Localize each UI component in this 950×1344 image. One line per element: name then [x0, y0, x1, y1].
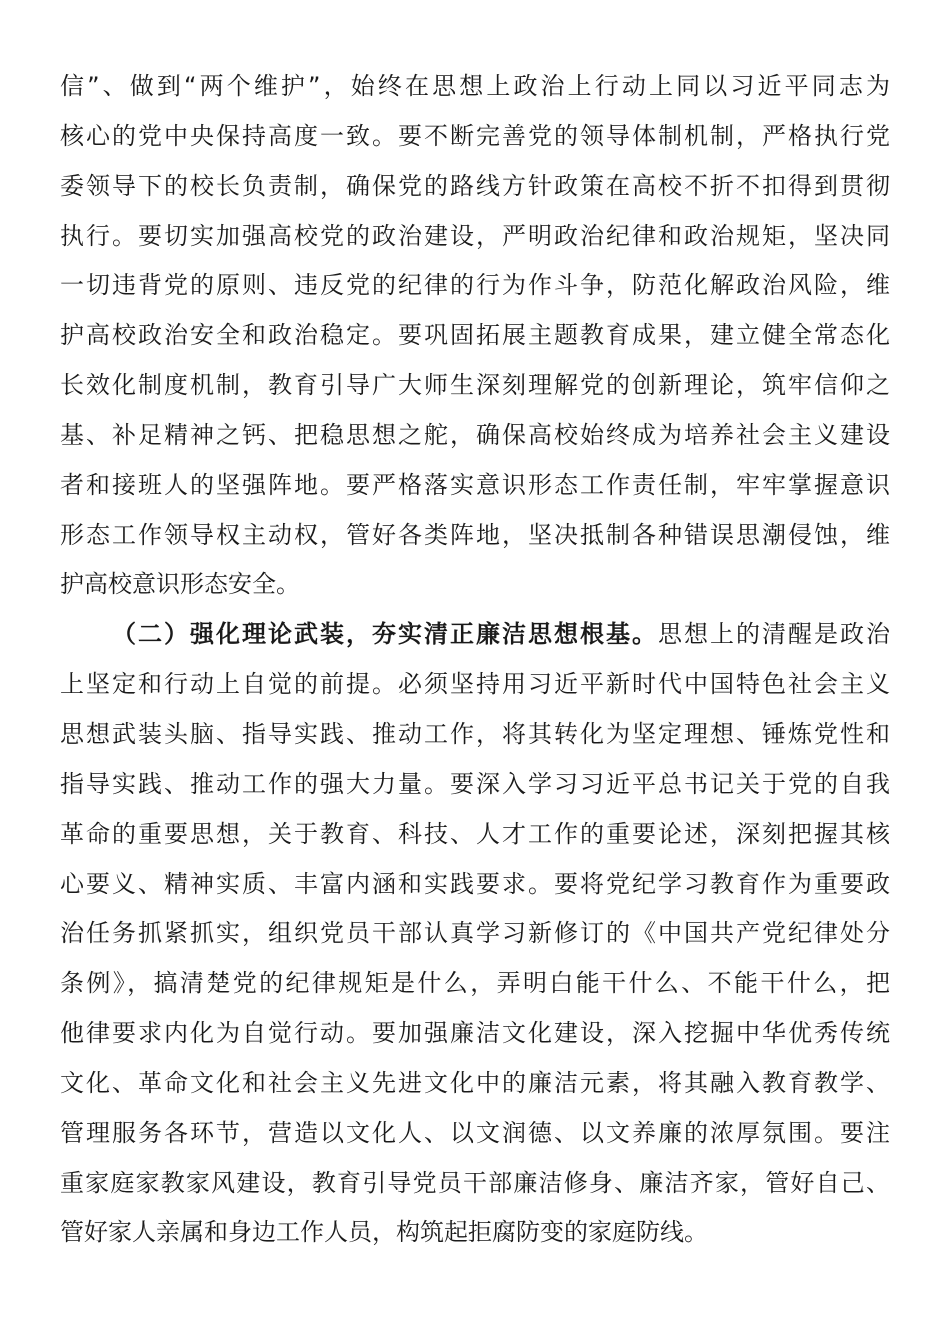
text-line: 护高校政治安全和政治稳定。要巩固拓展主题教育成果，建立健全常态化 [60, 321, 890, 350]
text-line: 基、补足精神之钙、把稳思想之舵，确保高校始终成为培养社会主义建设 [60, 420, 890, 449]
text-line: 指导实践、推动工作的强大力量。要深入学习习近平总书记关于党的自我 [60, 769, 890, 798]
text-line: 核心的党中央保持高度一致。要不断完善党的领导体制机制，严格执行党 [60, 121, 890, 150]
heading-line-text: 思想上的清醒是政治 [658, 620, 890, 649]
text-line: 文化、革命文化和社会主义先进文化中的廉洁元素，将其融入教育教学、 [60, 1068, 890, 1097]
text-line: 执行。要切实加强高校党的政治建设，严明政治纪律和政治规矩，坚决同 [60, 221, 890, 250]
section-heading: （二）强化理论武装，夯实清正廉洁思想根基。 [112, 620, 658, 649]
text-line: 护高校意识形态安全。 [60, 570, 300, 599]
text-line: 者和接班人的坚强阵地。要严格落实意识形态工作责任制，牢牢掌握意识 [60, 470, 890, 499]
text-line: 条例》，搞清楚党的纪律规矩是什么，弄明白能干什么、不能干什么，把 [60, 969, 890, 998]
text-line: 革命的重要思想，关于教育、科技、人才工作的重要论述，深刻把握其核 [60, 819, 890, 848]
text-line: 管好家人亲属和身边工作人员，构筑起拒腐防变的家庭防线。 [60, 1218, 708, 1247]
text-line: 治任务抓紧抓实，组织党员干部认真学习新修订的《中国共产党纪律处分 [60, 919, 890, 948]
text-line: 他律要求内化为自觉行动。要加强廉洁文化建设，深入挖掘中华优秀传统 [60, 1019, 890, 1048]
text-line: 心要义、精神实质、丰富内涵和实践要求。要将党纪学习教育作为重要政 [60, 869, 890, 898]
text-line: 重家庭家教家风建设，教育引导党员干部廉洁修身、廉洁齐家，管好自己、 [60, 1168, 890, 1197]
text-line: 管理服务各环节，营造以文化人、以文润德、以文养廉的浓厚氛围。要注 [60, 1118, 890, 1147]
text-line: 思想武装头脑、指导实践、推动工作，将其转化为坚定理想、锤炼党性和 [60, 719, 890, 748]
text-line: 信”、做到“两个维护”，始终在思想上政治上行动上同以习近平同志为 [60, 72, 890, 100]
body-text [60, 62, 890, 1258]
text-line: 长效化制度机制，教育引导广大师生深刻理解党的创新理论，筑牢信仰之 [60, 371, 890, 400]
text-line: 委领导下的校长负责制，确保党的路线方针政策在高校不折不扣得到贯彻 [60, 171, 890, 200]
section-heading-line [60, 610, 890, 660]
text-line: 上坚定和行动上自觉的前提。必须坚持用习近平新时代中国特色社会主义 [60, 670, 890, 699]
text-line: 一切违背党的原则、违反党的纪律的行为作斗争，防范化解政治风险，维 [60, 271, 890, 300]
text-line: 形态工作领导权主动权，管好各类阵地，坚决抵制各种错误思潮侵蚀，维 [60, 520, 890, 549]
